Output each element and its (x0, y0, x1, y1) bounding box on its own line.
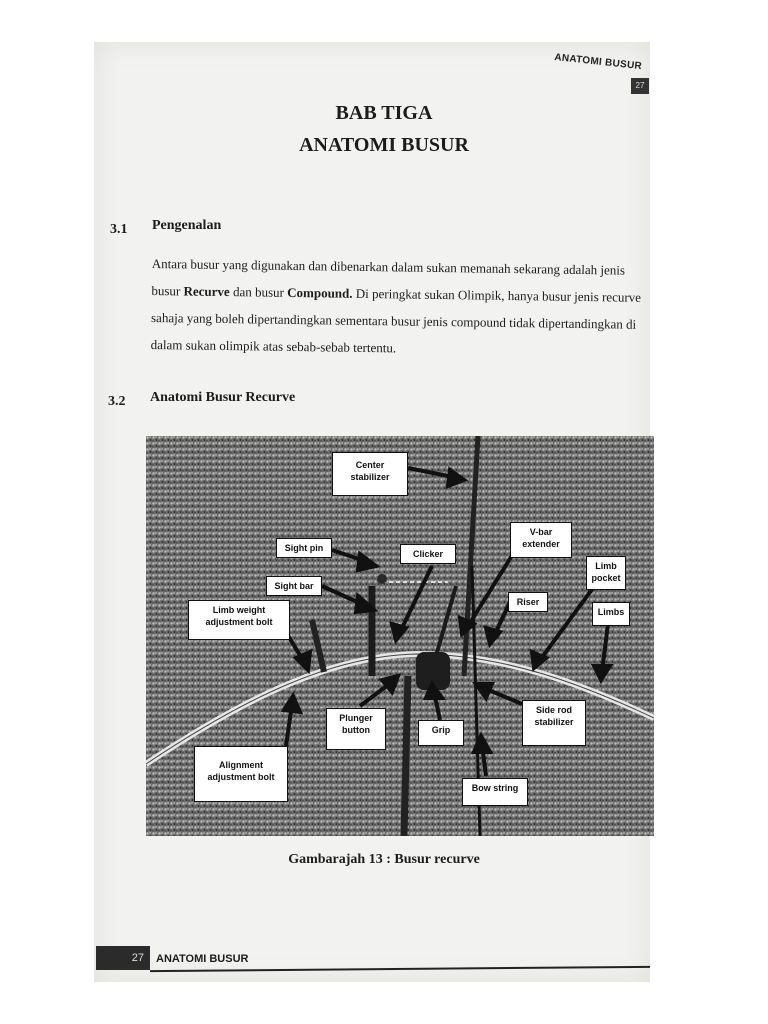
label-center-stabilizer: Center stabilizer (332, 452, 408, 496)
section-1-number: 3.1 (110, 222, 128, 237)
figure-caption: Gambarajah 13 : Busur recurve (288, 852, 480, 867)
label-sight-pin: Sight pin (276, 538, 332, 558)
footer-page-number: 27 (96, 946, 150, 970)
label-plunger-button: Plunger button (326, 708, 386, 750)
recurve-bow-figure (146, 436, 654, 836)
footer-title: ANATOMI BUSUR (156, 953, 249, 965)
chapter-title: ANATOMI BUSUR (299, 134, 469, 156)
label-bow-string: Bow string (462, 778, 528, 806)
chapter-number: BAB TIGA (335, 102, 433, 124)
label-limb-weight-adjustment-bolt: Limb weight adjustment bolt (188, 600, 290, 640)
section-1-title: Pengenalan (152, 218, 222, 233)
label-riser: Riser (508, 592, 548, 612)
label-alignment-adjustment-bolt: Alignment adjustment bolt (194, 746, 288, 802)
running-header: ANATOMI BUSUR (553, 52, 643, 73)
section-2-number: 3.2 (108, 394, 126, 409)
label-side-rod-stabilizer: Side rod stabilizer (522, 700, 586, 746)
label-sight-bar: Sight bar (266, 576, 322, 596)
label-grip: Grip (418, 720, 464, 746)
header-page-number: 27 (631, 78, 649, 94)
label-v-bar-extender: V-bar extender (510, 522, 572, 558)
intro-paragraph: Antara busur yang digunakan dan dibenarkan dalam sukan memanah sekarang adalah jenis busur Recurve dan busur Compound. Di peringkat sukan Olimpik, hanya busur jenis recurve sahaja yang boleh dipertandingkan sementara busur jenis compound tidak dipertandingkan di dalam sukan olimpik atas sebab-sebab tertentu. (150, 255, 642, 356)
label-limb-pocket: Limb pocket (586, 556, 626, 590)
label-clicker: Clicker (400, 544, 456, 564)
section-2-title: Anatomi Busur Recurve (150, 390, 296, 405)
label-limbs: Limbs (592, 602, 630, 626)
